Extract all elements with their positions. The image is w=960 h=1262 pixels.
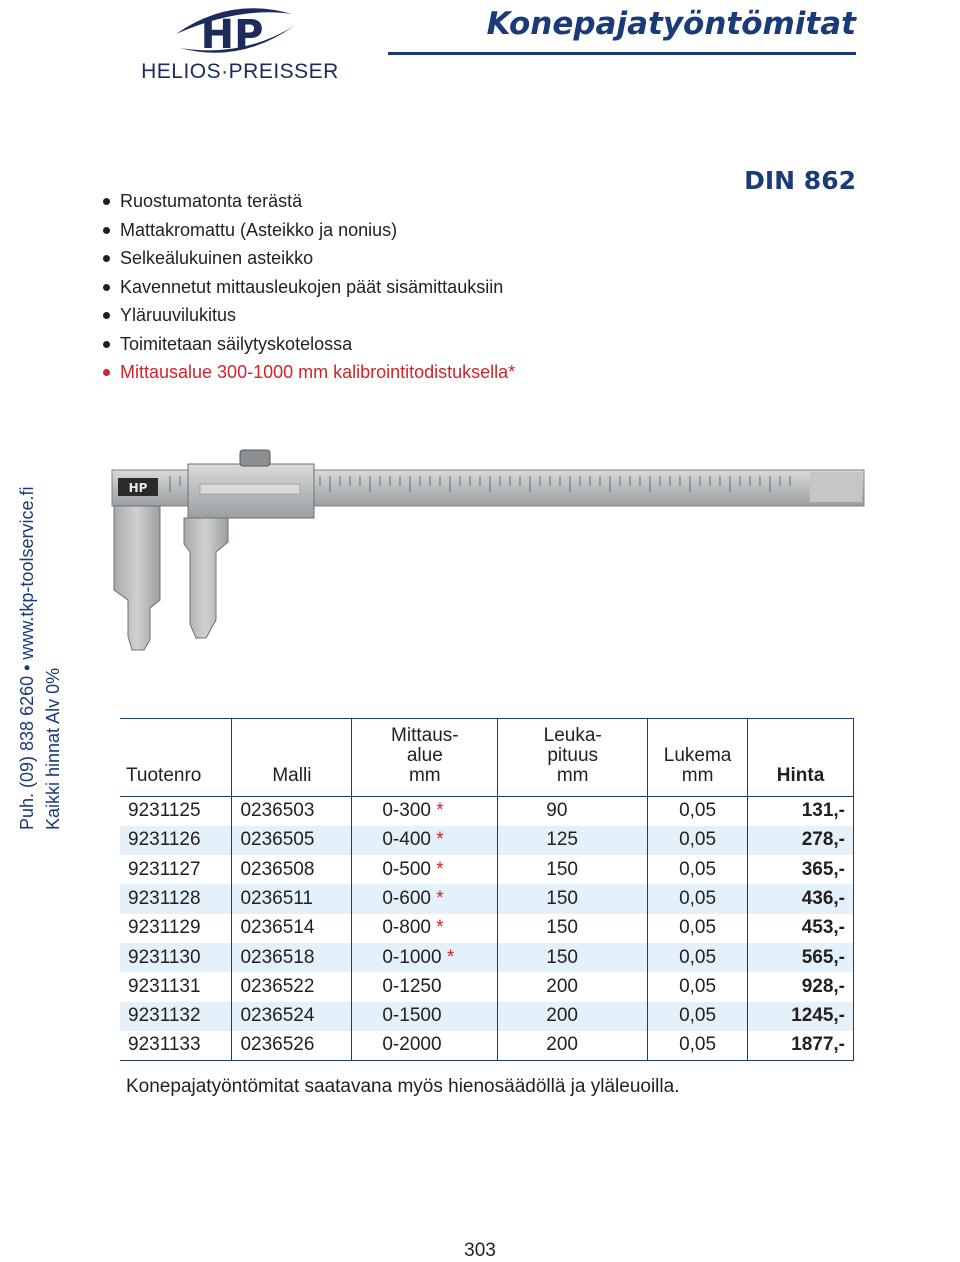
cell-mittausalue: 0-800 * bbox=[352, 914, 498, 943]
cell-tuotenro: 9231131 bbox=[128, 975, 201, 997]
cell-malli: 0236508 bbox=[232, 855, 352, 884]
contact-phone-web: Puh. (09) 838 6260 • www.tkp-toolservice.fi bbox=[17, 486, 37, 830]
footnote: Konepajatyöntömitat saatavana myös hienosäädöllä ja yläleuoilla. bbox=[126, 1076, 680, 1097]
cell-malli: 0236514 bbox=[232, 914, 352, 943]
cell-mittausalue: 0-1250 bbox=[352, 972, 498, 1001]
cell-tuotenro: 9231127 bbox=[128, 858, 201, 880]
cell-mittausalue: 0-1000 * bbox=[352, 943, 498, 972]
table-row bbox=[120, 855, 854, 884]
col-header-mittausalue: Mittaus- alue mm bbox=[352, 719, 498, 797]
table-row bbox=[120, 943, 854, 972]
cell-hinta: 453,- bbox=[748, 914, 854, 943]
calibration-asterisk: * bbox=[446, 946, 455, 968]
cell-lukema: 0,05 bbox=[648, 972, 748, 1001]
feature-item: Toimitetaan säilytyskotelossa bbox=[100, 330, 515, 359]
cell-hinta: 436,- bbox=[748, 884, 854, 913]
title-rule bbox=[388, 52, 856, 55]
helios-preisser-logo bbox=[108, 4, 372, 82]
calibration-asterisk: * bbox=[436, 917, 444, 939]
cell-leukapituus: 200 bbox=[498, 1031, 648, 1060]
cell-malli: 0236518 bbox=[232, 943, 352, 972]
cell-tuotenro: 9231128 bbox=[120, 884, 232, 913]
cell-leukapituus: 150 bbox=[498, 914, 648, 943]
calibration-asterisk: * bbox=[436, 829, 444, 851]
cell-malli: 0236522 bbox=[232, 972, 352, 1001]
cell-hinta: 365,- bbox=[748, 855, 854, 884]
cell-lukema: 0,05 bbox=[648, 1002, 748, 1031]
col-header-leukapituus: Leuka- pituus mm bbox=[498, 719, 648, 797]
table-row bbox=[120, 914, 854, 943]
cell-lukema: 0,05 bbox=[648, 855, 748, 884]
cell-leukapituus: 150 bbox=[498, 855, 648, 884]
logo-letters: HP bbox=[200, 12, 264, 58]
hp-logo-mark bbox=[170, 4, 300, 60]
cell-mittausalue: 0-500 * bbox=[352, 855, 498, 884]
feature-item: Yläruuvilukitus bbox=[100, 301, 515, 330]
cell-mittausalue: 0-300 * bbox=[352, 797, 498, 826]
col-header-hinta: Hinta bbox=[748, 719, 854, 797]
feature-item: Mattakromattu (Asteikko ja nonius) bbox=[100, 216, 515, 245]
cell-hinta: 131,- bbox=[748, 797, 854, 826]
cell-lukema: 0,05 bbox=[648, 914, 748, 943]
cell-leukapituus: 200 bbox=[498, 972, 648, 1001]
table-header-row bbox=[120, 719, 854, 797]
col-header-lukema: Lukema mm bbox=[648, 719, 748, 797]
cell-lukema: 0,05 bbox=[648, 943, 748, 972]
cell-leukapituus: 125 bbox=[498, 826, 648, 855]
feature-item: Selkeälukuinen asteikko bbox=[100, 244, 515, 273]
feature-item: Ruostumatonta terästä bbox=[100, 187, 515, 216]
cell-tuotenro: 9231126 bbox=[120, 826, 232, 855]
caliper-illustration bbox=[110, 440, 870, 665]
cell-leukapituus: 200 bbox=[498, 1002, 648, 1031]
table-row bbox=[120, 797, 854, 826]
cell-hinta: 278,- bbox=[748, 826, 854, 855]
cell-malli: 0236505 bbox=[232, 826, 352, 855]
cell-malli: 0236511 bbox=[232, 884, 352, 913]
cell-malli: 0236526 bbox=[232, 1031, 352, 1060]
calibration-asterisk: * bbox=[436, 888, 444, 910]
cell-lukema: 0,05 bbox=[648, 1031, 748, 1060]
col-header-malli: Malli bbox=[232, 719, 352, 797]
col-header-tuotenro: Tuotenro bbox=[120, 719, 232, 797]
cell-tuotenro: 9231129 bbox=[128, 917, 201, 939]
feature-item: Kavennetut mittausleukojen päät sisämittauksiin bbox=[100, 273, 515, 302]
price-table bbox=[120, 718, 854, 1061]
cell-tuotenro: 9231125 bbox=[120, 797, 232, 826]
cell-lukema: 0,05 bbox=[648, 884, 748, 913]
table-row bbox=[120, 826, 854, 855]
table-row bbox=[120, 1031, 854, 1060]
cell-mittausalue: 0-2000 bbox=[352, 1031, 498, 1060]
table-row bbox=[120, 972, 854, 1001]
cell-leukapituus: 150 bbox=[498, 884, 648, 913]
table-row bbox=[120, 1002, 854, 1031]
cell-mittausalue: 0-600 * bbox=[352, 884, 498, 913]
cell-leukapituus: 90 bbox=[498, 797, 648, 826]
page-number: 303 bbox=[464, 1240, 496, 1261]
cell-tuotenro: 9231132 bbox=[120, 1002, 232, 1031]
cell-lukema: 0,05 bbox=[648, 826, 748, 855]
table-row bbox=[120, 884, 854, 913]
cell-tuotenro: 9231130 bbox=[120, 943, 232, 972]
calibration-asterisk: * bbox=[436, 800, 444, 822]
cell-tuotenro: 9231133 bbox=[120, 1031, 232, 1060]
cell-hinta: 928,- bbox=[748, 972, 854, 1001]
calibration-asterisk: * bbox=[436, 858, 444, 880]
cell-mittausalue: 0-400 * bbox=[352, 826, 498, 855]
logo-wordmark: HELIOS·PREISSER bbox=[141, 60, 339, 83]
cell-hinta: 565,- bbox=[748, 943, 854, 972]
cell-lukema: 0,05 bbox=[648, 797, 748, 826]
cell-mittausalue: 0-1500 bbox=[352, 1002, 498, 1031]
cell-hinta: 1245,- bbox=[748, 1002, 854, 1031]
cell-hinta: 1877,- bbox=[748, 1031, 854, 1060]
vat-note: Kaikki hinnat Alv 0% bbox=[43, 667, 63, 830]
cell-malli: 0236524 bbox=[232, 1002, 352, 1031]
svg-text:HP: HP bbox=[128, 481, 148, 495]
cell-malli: 0236503 bbox=[232, 797, 352, 826]
side-contact bbox=[14, 430, 104, 830]
feature-list bbox=[100, 187, 515, 387]
din-standard-label: DIN 862 bbox=[744, 166, 856, 195]
page-title: Konepajatyöntömitat bbox=[486, 6, 856, 42]
feature-item-calibration: Mittausalue 300-1000 mm kalibrointitodistuksella* bbox=[100, 358, 515, 387]
cell-leukapituus: 150 bbox=[498, 943, 648, 972]
